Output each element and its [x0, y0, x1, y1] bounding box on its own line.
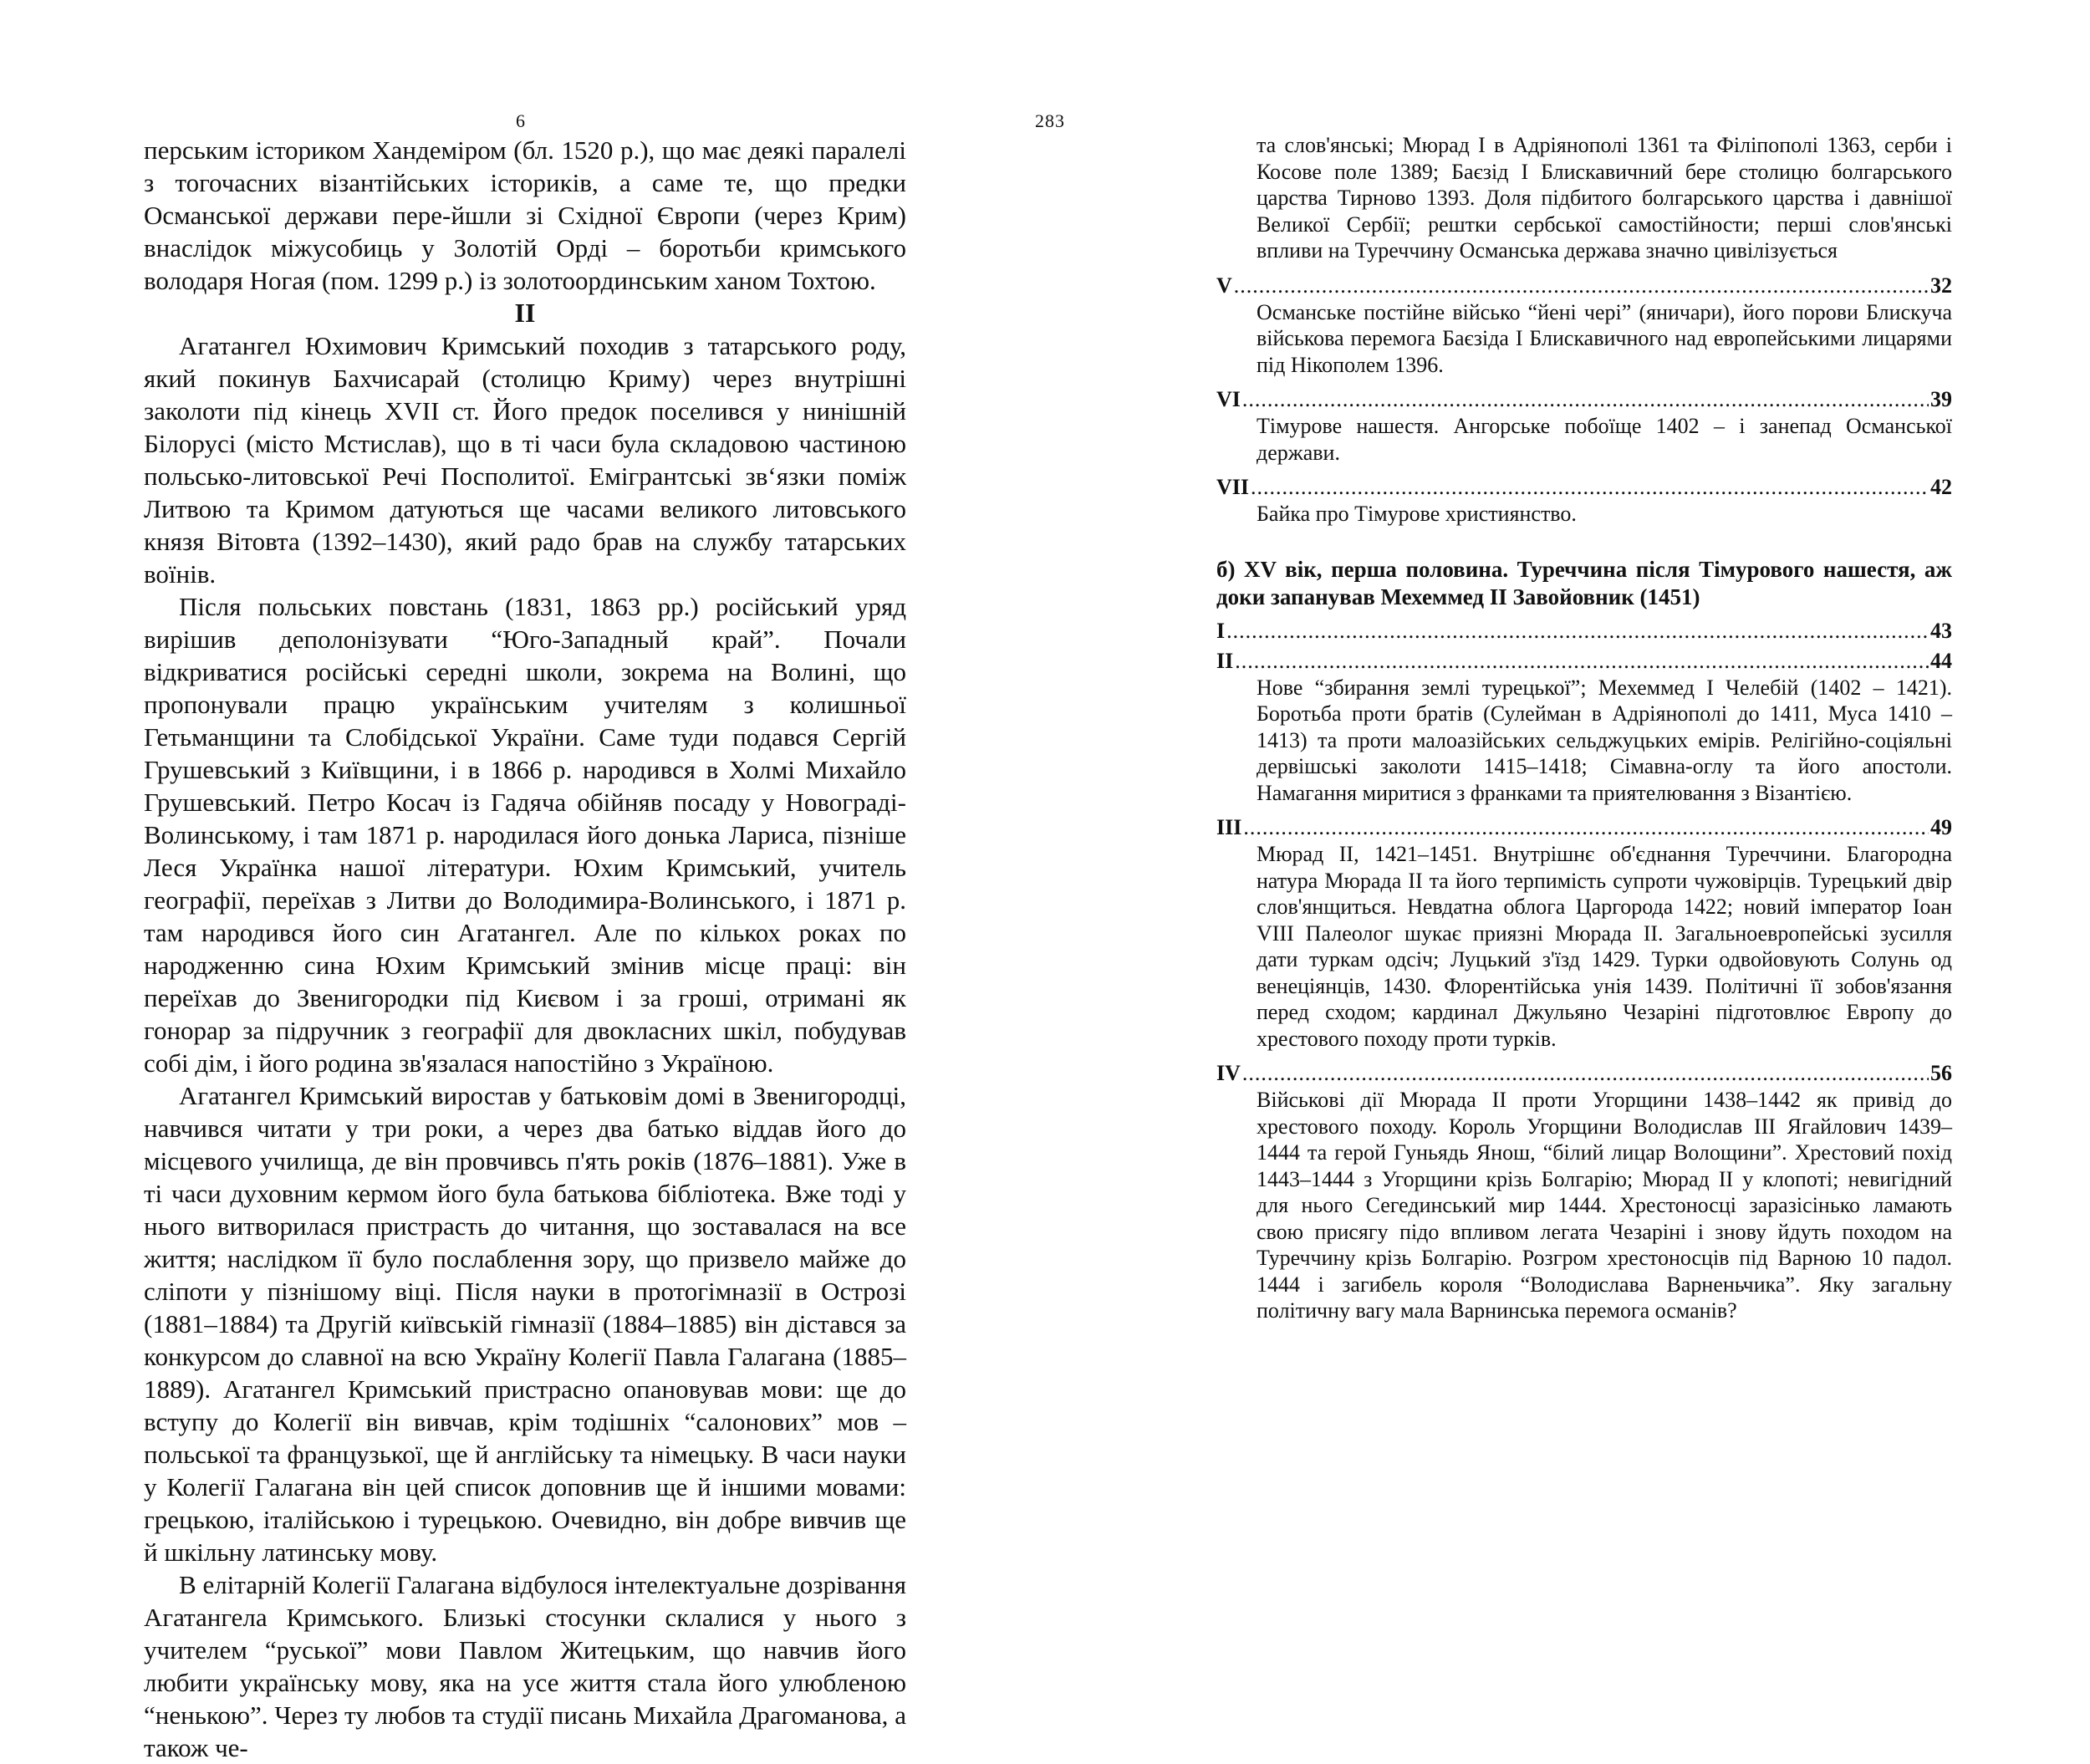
toc-leader-dots — [1235, 648, 1929, 675]
paragraph: В елітарній Колегії Галагана відбулося інтелектуальне дозрівання Агатангела Кримського. Близькі стосунки склалися у нього з учителем “руської” мови Павлом Житецьким, що навчив його любити українську мову, яка на усе життя стала його улюбленою “ненькою”. Через ту любов та студії писань Михайла Драгоманова, а також че- — [144, 1570, 906, 1762]
toc-chapter-number: V — [1216, 273, 1232, 298]
toc-description: Байка про Тімурове християнство. — [1257, 502, 1577, 526]
toc-leader-dots — [1251, 474, 1929, 501]
toc-leader-dots — [1242, 1060, 1929, 1087]
toc-page-number: 44 — [1930, 648, 1952, 673]
toc-description: Військові дії Мюрада II проти Угорщини 1438–1442 як привід до хрестового походу. Король Угорщини Володислав III Ягайлович 1439–1444 та герой Гуньядь Янош, “білий лицар Волощини”. Хрестовий похід 1443–1444 з Угорщини крізь Болгарію; Мюрад II у клопоті; невигідний для нього Сегединський мир 1444. Хрестоносці заразісінько ламають свою присягу підо впливом легата Чезаріні і знову йдуть походом на Туреччину крізь Болгарію. Розгром хрестоносців під Варною 10 падол. 1444 і загибель короля “Володислава Варненьчика”. Яку загальну політичну вагу мала Варнинська перемога османів? — [1257, 1088, 1952, 1323]
table-of-contents — [1216, 132, 1952, 1324]
toc-continuation: та слов'янські; Мюрад I в Адріянополі 1361 та Філіпополі 1363, серби і Косове поле 1389; Баєзід I Блискавичний бере столицю болгарського царства Тирново 1393. Доля підбитого болгарського царства і давнішої Великої Сербії; рештки сербської самостійности; перші слов'янські впливи на Туреччину Османська держава значно цивілізується — [1257, 133, 1952, 263]
toc-leader-dots — [1243, 814, 1929, 841]
section-heading: II — [514, 298, 536, 328]
toc-description: Мюрад II, 1421–1451. Внутрішнє об'єднання Туреччини. Благородна натура Мюрада II та його терпимість супроти чужовірців. Турецький двір слов'янщиться. Невдатна облога Царгорода 1422; новий імператор Іоан VIII Палеолог шукає приязні Мюрада II. Загальноевропейські зусилля дати туркам одсіч; Луцький з'їзд 1429. Турки одвойовують Солунь од венеціянців, 1430. Флорентійська унія 1439. Політичні її зобов'язання перед сходом; кардинал Джульяно Чезаріні підготовлює Европу до хрестового походу проти турків. — [1257, 842, 1952, 1051]
toc-subheading: б) XV вік, перша половина. Туреччина після Тімурового нашестя, аж доки запанував Мехеммед II Завойовник (1451) — [1216, 556, 1952, 609]
toc-page-number: 39 — [1930, 387, 1952, 411]
paragraph: Агатангел Кримський виростав у батьковім домі в Звенигородці, навчився читати у три роки, а через два батько віддав його до місцевого училища, де він провчивсь п'ять років (1876–1881). Уже в ті часи духовним кермом його була батькова бібліотека. Вже тоді у нього витворилася пристрасть до читання, що зоставалася на все життя; наслідком її було послаблення зору, що призвело майже до сліпоти у пізнішому віці. Після науки в протогімназії в Острозі (1881–1884) та Другій київській гімназії (1884–1885) він дістався за конкурсом до славної на всю Україну Колегії Павла Галагана (1885–1889). Агатангел Кримський пристрасно опановував мови: ще до вступу до Колегії він вивчав, крім тодішніх “салонових” мов – польської та французької, ще й англійську та німецьку. В часи науки у Колегії Галагана він цей список доповнив ще й іншими мовами: грецькою, італійською і турецькою. Очевидно, він добре вивчив ще й шкільну латинську мову. — [144, 1081, 906, 1567]
toc-entry[interactable] — [1216, 618, 1952, 645]
toc-chapter-number: II — [1216, 648, 1234, 673]
toc-chapter-number: VII — [1216, 475, 1250, 499]
toc-chapter-number: VI — [1216, 387, 1241, 411]
toc-chapter-number: IV — [1216, 1061, 1241, 1085]
toc-page-number: 56 — [1930, 1061, 1952, 1085]
toc-leader-dots — [1226, 618, 1929, 645]
page-number: 6 — [516, 110, 526, 131]
toc-entry[interactable] — [1216, 474, 1952, 528]
toc-leader-dots — [1242, 386, 1929, 413]
paragraph: Агатангел Юхимович Кримський походив з татарського роду, який покинув Бахчисарай (столицю Криму) через внутрішні заколоти під кінець XVII ст. Його предок поселився у нинішній Білорусі (місто Мстислав), що в ті часи була складовою частиною польсько-литовської Речі Посполитої. Емігрантські зв‘язки поміж Литвою та Кримом датуються ще часами великого литовського князя Вітовта (1392–1430), який радо брав на службу татарських воїнів. — [144, 331, 906, 589]
page-number: 283 — [1035, 110, 1065, 131]
body-text — [144, 134, 906, 1764]
paragraph: Після польських повстань (1831, 1863 рр.) російський уряд вирішив деполонізувати “Юго-Западный край”. Почали відкриватися російські середні школи, зокрема на Волині, що пропонували працю українським учителям з колишньої Гетьманщини та Слобідської України. Саме туди подався Сергій Грушевський з Київщини, і в 1866 р. народився в Холмі Михайло Грушевський. Петро Косач із Гадяча обійняв посаду у Новограді-Волинському, і там 1871 р. народилася його донька Лариса, пізніше Леся Українка нашої літератури. Юхим Кримський, учитель географії, переїхав з Литви до Володимира-Волинського, і 1871 р. там народився його син Агатангел. Але по кількох роках по народженню сина Юхим Кримський змінив місце праці: він переїхав до Звенигородки під Києвом і за гроші, отримані як гонорар за підручник з географії для двокласних шкіл, побудував собі дім, і його родина зв'язалася напостійно з Україною. — [144, 592, 906, 1078]
toc-chapter-number: I — [1216, 618, 1226, 643]
toc-page-number: 43 — [1930, 618, 1952, 643]
toc-description: Нове “збирання землі турецької”; Мехеммед I Челебій (1402 – 1421). Боротьба проти братів (Сулейман в Адріянополі до 1411, Муса 1410 – 1413) та проти малоазійських сельджуцьких емірів. Релігійно-соціяльні дервішські заколоти 1415–1418; Сімавна-оглу та його апостоли. Намагання миритися з франками та приятелювання з Візантією. — [1257, 675, 1952, 805]
toc-description: Османське постійне військо “йені чері” (яничари), його порови Блискуча військова перемога Баєзіда I Блискавичного над европейськими лицарями під Нікополем 1396. — [1257, 299, 1952, 377]
opening-paragraph: перським істориком Хандеміром (бл. 1520 р.), що має деякі паралелі з тогочасних візантійських істориків, а саме те, що предки Османської держави пере-йшли зі Східної Європи (через Крим) внаслідок міжусобиць у Золотій Орді – боротьби кримського володаря Ногая (пом. 1299 р.) із золотоординським ханом Тохтою. — [144, 135, 906, 295]
toc-entry[interactable] — [1216, 648, 1952, 807]
left-page — [0, 0, 1045, 1762]
toc-page-number: 32 — [1930, 273, 1952, 298]
toc-page-number: 42 — [1930, 475, 1952, 499]
toc-entry[interactable] — [1216, 1060, 1952, 1324]
toc-page-number: 49 — [1930, 815, 1952, 839]
toc-entry[interactable] — [1216, 814, 1952, 1052]
toc-leader-dots — [1234, 273, 1929, 299]
toc-description: Тімурове нашестя. Ангорське побоїще 1402 – і занепад Османської держави. — [1257, 414, 1952, 465]
toc-chapter-number: III — [1216, 815, 1242, 839]
toc-entry[interactable] — [1216, 386, 1952, 466]
toc-entry[interactable] — [1216, 273, 1952, 379]
